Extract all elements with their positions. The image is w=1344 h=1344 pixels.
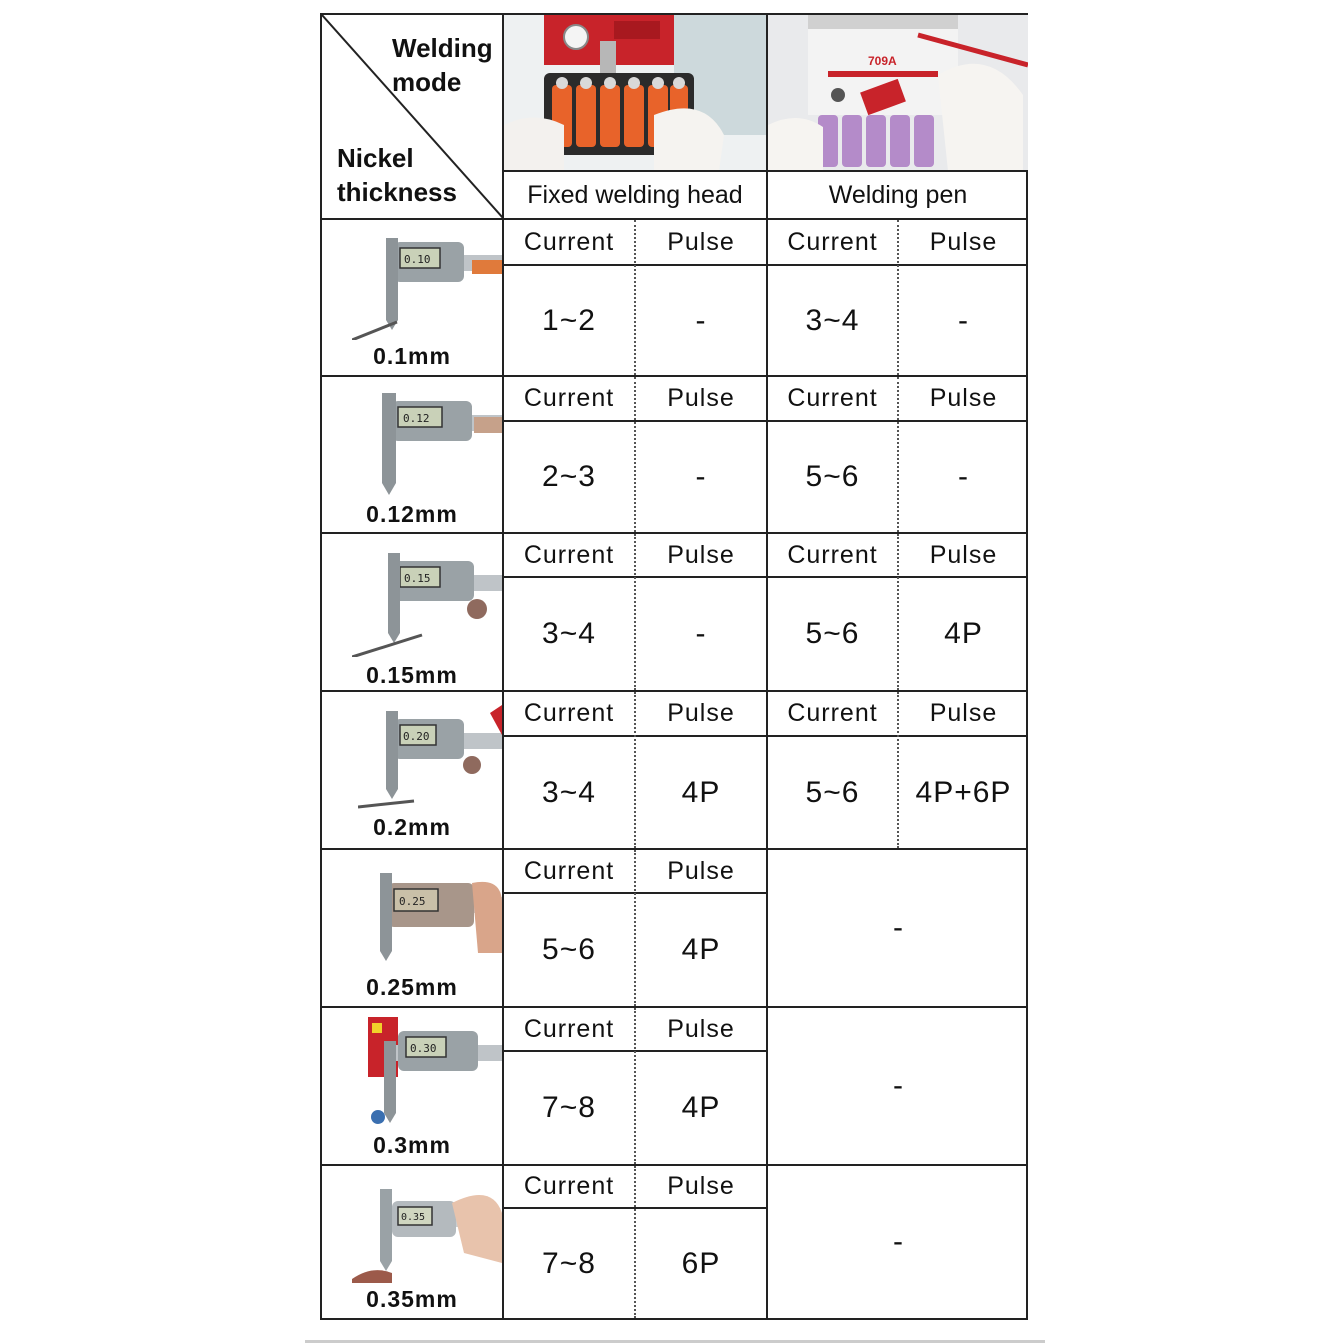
caliper-icon	[352, 1183, 502, 1283]
fixed-pulse-header: Pulse	[667, 699, 735, 727]
pen-pulse-value: -	[958, 303, 969, 337]
pen-pulse-value: 4P	[944, 617, 983, 650]
caliper-photo	[352, 863, 502, 973]
caliper-reading: 0.10	[404, 253, 431, 266]
pen-current-header: Current	[787, 384, 878, 412]
welding-pen-photo	[768, 15, 1028, 171]
pen-current-header: Current	[787, 227, 878, 256]
fixed-current-value: 7~8	[542, 1091, 596, 1124]
fixed-current-header: Current	[523, 699, 615, 727]
fixed-pulse-value: 6P	[681, 1246, 721, 1280]
fixed-pulse-value: -	[695, 303, 707, 337]
thickness-label: 0.3mm	[373, 1132, 451, 1158]
fixed-pulse-header: Pulse	[667, 1014, 735, 1043]
thickness-label: 0.12mm	[366, 501, 458, 527]
nickel-thickness-label	[337, 141, 457, 209]
fixed-current-value: 5~6	[542, 933, 596, 966]
thickness-label: 0.35mm	[366, 1286, 458, 1312]
pen-current-header: Current	[787, 540, 878, 569]
pen-not-applicable: -	[893, 1225, 903, 1258]
fixed-pulse-value: 4P	[681, 775, 721, 809]
mode-fixed-welding-head: Fixed welding head	[527, 180, 743, 209]
fixed-current-header: Current	[523, 540, 615, 569]
pen-pulse-header: Pulse	[929, 227, 998, 256]
pen-current-value: 5~6	[805, 617, 860, 650]
caliper-photo	[358, 705, 502, 809]
welding-pen-machine-image	[768, 15, 1028, 171]
fixed-pulse-value: -	[695, 460, 707, 493]
caliper-reading: 0.25	[399, 895, 426, 908]
caliper-icon	[352, 863, 502, 973]
fixed-current-value: 1~2	[542, 303, 596, 337]
thickness-label: 0.25mm	[366, 974, 458, 1000]
welding-mode-line2: mode	[392, 67, 462, 97]
caliper-icon	[352, 545, 502, 657]
fixed-current-header: Current	[523, 227, 615, 256]
caliper-icon	[362, 387, 502, 499]
caliper-reading: 0.12	[403, 412, 430, 425]
fixed-current-header: Current	[523, 1172, 615, 1200]
page-bottom-rule	[305, 1340, 1045, 1343]
fixed-head-machine-image	[504, 15, 766, 171]
header-corner	[322, 15, 503, 218]
pen-current-value: 5~6	[805, 460, 860, 493]
fixed-pulse-value: 4P	[681, 1091, 721, 1124]
fixed-pulse-header: Pulse	[667, 856, 735, 885]
caliper-photo	[368, 1017, 502, 1127]
fixed-current-value: 3~4	[542, 775, 596, 809]
fixed-current-value: 7~8	[542, 1246, 596, 1280]
pen-pulse-header: Pulse	[929, 540, 998, 569]
welding-mode-line1: Welding	[392, 33, 493, 63]
fixed-pulse-header: Pulse	[667, 1172, 735, 1200]
thickness-label: 0.2mm	[373, 814, 451, 840]
nickel-thickness-line1: Nickel	[337, 143, 414, 173]
fixed-pulse-header: Pulse	[667, 384, 735, 412]
fixed-current-header: Current	[523, 1014, 615, 1043]
fixed-current-header: Current	[523, 856, 615, 885]
fixed-pulse-header: Pulse	[667, 540, 735, 569]
fixed-pulse-header: Pulse	[667, 227, 735, 256]
fixed-current-header: Current	[523, 384, 615, 412]
caliper-photo	[352, 230, 502, 340]
caliper-photo	[362, 387, 502, 499]
caliper-reading: 0.15	[404, 572, 431, 585]
welding-mode-label	[392, 31, 493, 99]
pen-pulse-header: Pulse	[929, 384, 998, 412]
caliper-icon	[352, 230, 502, 340]
mode-welding-pen: Welding pen	[828, 180, 968, 209]
caliper-reading: 0.20	[403, 730, 430, 743]
header-photo-divider	[504, 170, 1028, 172]
pen-pulse-header: Pulse	[929, 699, 998, 727]
fixed-pulse-value: 4P	[681, 933, 721, 966]
caliper-icon	[368, 1017, 502, 1127]
pen-not-applicable: -	[893, 1069, 903, 1102]
pen-pulse-value: -	[958, 460, 969, 493]
pen-not-applicable: -	[893, 911, 903, 944]
thickness-label: 0.15mm	[366, 662, 458, 688]
caliper-icon	[358, 705, 502, 809]
pen-current-value: 5~6	[805, 775, 860, 809]
machine-model-label: 709A	[868, 54, 897, 68]
pen-pulse-value: 4P+6P	[915, 775, 1012, 809]
nickel-thickness-line2: thickness	[337, 177, 457, 207]
fixed-welding-head-photo	[504, 15, 766, 171]
fixed-current-value: 3~4	[542, 617, 596, 650]
fixed-current-value: 2~3	[542, 460, 596, 493]
thickness-label: 0.1mm	[373, 343, 451, 369]
caliper-photo	[352, 1183, 502, 1283]
pen-current-value: 3~4	[805, 303, 860, 337]
caliper-photo	[352, 545, 502, 657]
caliper-reading: 0.35	[401, 1212, 426, 1223]
caliper-reading: 0.30	[410, 1042, 437, 1055]
fixed-pulse-value: -	[695, 617, 707, 650]
welding-parameter-table	[320, 13, 1028, 1320]
pen-current-header: Current	[787, 699, 878, 727]
